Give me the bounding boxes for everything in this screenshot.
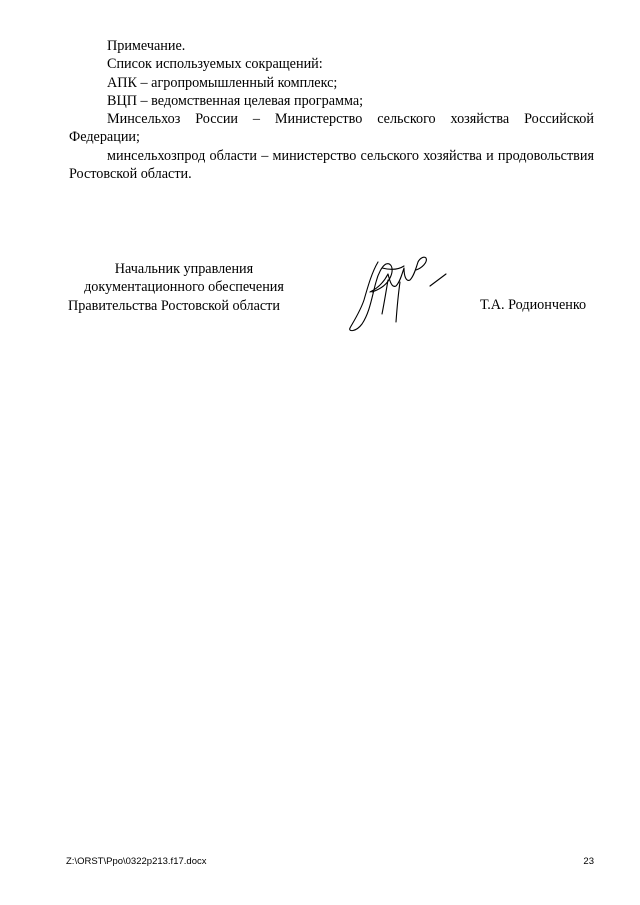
signatory-title <box>59 260 309 315</box>
abbreviation-item: минсельхозпрод области – министерство сельского хозяйства и продовольствия Ростовской области. <box>69 147 594 183</box>
note-heading: Примечание. <box>107 38 186 54</box>
signer-name: Т.А. Родионченко <box>480 297 587 313</box>
abbreviations-list-title: Список используемых сокращений: <box>107 56 323 73</box>
abbreviation-item: Минсельхоз России – Министерство сельского хозяйства Российской Федерации; <box>69 111 594 146</box>
signatory-title-line: Начальник управления <box>114 261 254 277</box>
abbreviation-item: АПК – агропромышленный комплекс; <box>107 74 338 91</box>
abbreviations-note <box>69 37 594 183</box>
page-number: 23 <box>583 856 594 867</box>
handwritten-signature <box>342 252 452 336</box>
abbreviation-item: ВЦП – ведомственная целевая программа; <box>107 92 364 109</box>
signatory-title-line: Правительства Ростовской области <box>68 297 280 314</box>
footer-file-path: Z:\ORST\Ppo\0322p213.f17.docx <box>66 856 207 867</box>
signatory-title-line: документационного обеспечения <box>84 279 284 296</box>
